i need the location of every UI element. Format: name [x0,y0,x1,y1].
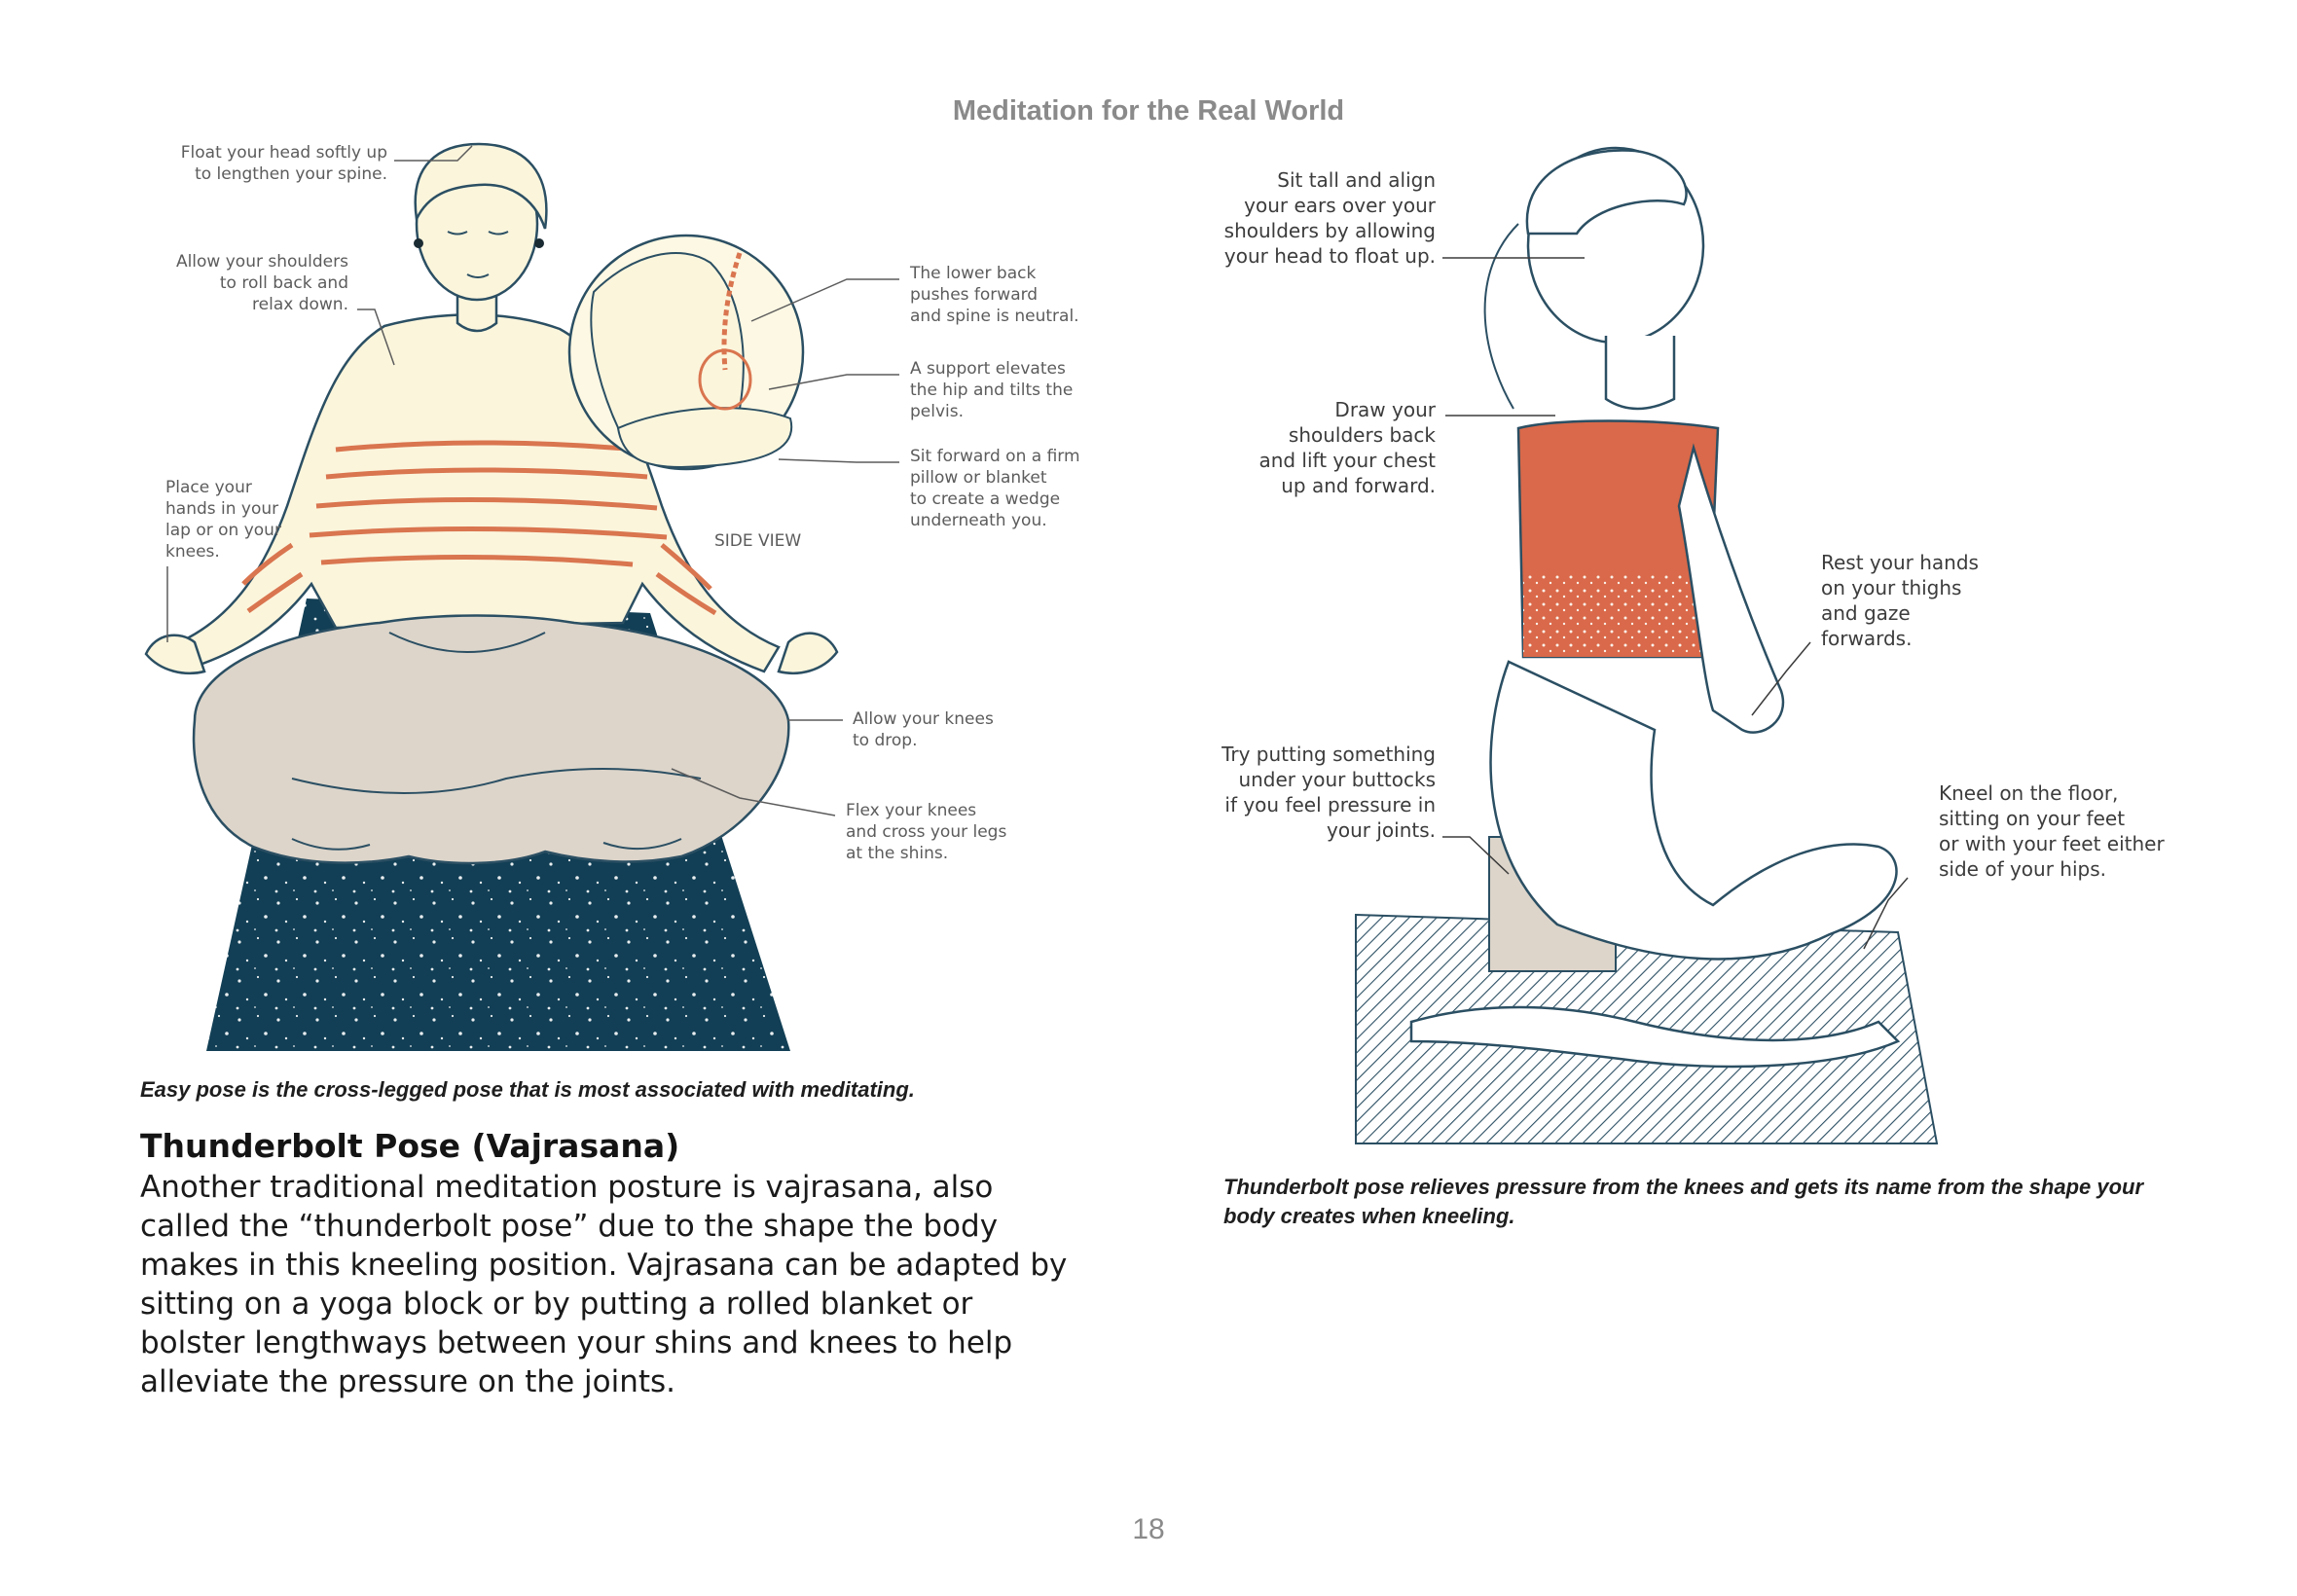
page-number: 18 [1132,1513,1165,1545]
label-flex-knees: Flex your knees and cross your legs at the shins. [846,801,1007,863]
easy-pose-caption: Easy pose is the cross-legged pose that is most associated with meditating. [140,1077,915,1102]
label-rest-hands: Rest your hands on your thighs and gaze forwards. [1821,551,1979,650]
label-sit-tall: Sit tall and align your ears over your shoulders by allowing your head to float up. [1223,168,1436,268]
label-hands: Place your hands in your lap or on your knees. [165,478,281,562]
label-head: Float your head softly up to lengthen your spine. [180,143,387,184]
label-shoulders: Allow your shoulders to roll back and relax down. [175,252,348,314]
label-knees-drop: Allow your knees to drop. [853,709,994,750]
crossed-legs [194,616,788,863]
label-side-view: SIDE VIEW [714,531,802,551]
label-try-putting: Try putting something under your buttocks if you feel pressure in your joints. [1221,743,1436,842]
body-paragraph: Another traditional meditation posture is vajrasana, also called the “thunderbolt pose” due to the shape the body makes in this kneeling position. Vajrasana can be adapted by sitting on a yoga block or by putting a rolled blanket or bolster lengthways between your shins and knees to help alleviate the pressure on the joints. [140,1170,1068,1399]
label-draw-shoulders: Draw your shoulders back and lift your chest up and forward. [1258,398,1436,497]
label-support: A support elevates the hip and tilts the pelvis. [910,359,1074,421]
running-head: Meditation for the Real World [952,95,1345,127]
section-heading: Thunderbolt Pose (Vajrasana) [140,1127,680,1165]
label-sit-forward: Sit forward on a firm pillow or blanket to create a wedge underneath you. [910,447,1080,530]
label-lower-back: The lower back pushes forward and spine is neutral. [910,264,1079,326]
label-kneel: Kneel on the floor, sitting on your feet or with your feet either side of your hips. [1939,781,2165,881]
thunderbolt-caption: Thunderbolt pose relieves pressure from the knees and gets its name from the shape your body creates when kneeling. [1223,1175,2144,1228]
